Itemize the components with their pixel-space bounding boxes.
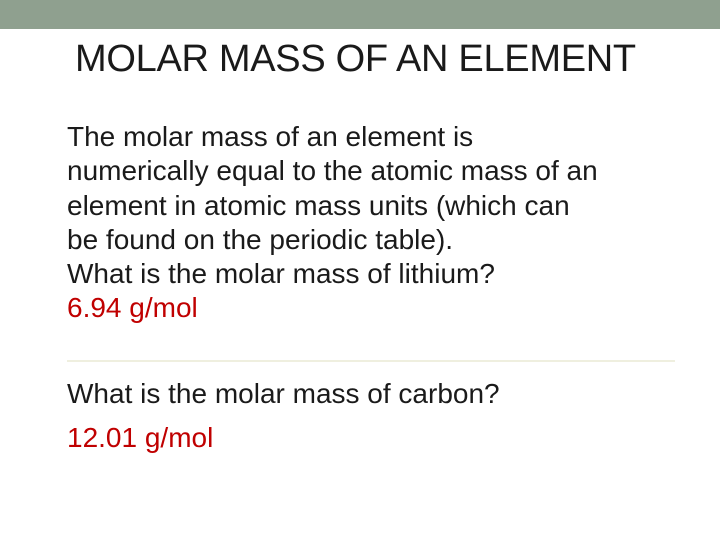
definition-line-4: be found on the periodic table). [67, 223, 454, 255]
answer-carbon: 12.01 g/mol [67, 422, 214, 453]
definition-line-3: element in atomic mass units (which can [67, 189, 570, 221]
question-lithium: What is the molar mass of lithium? [67, 258, 495, 290]
slide-title: MOLAR MASS OF AN ELEMENT [75, 38, 636, 80]
answer-lithium: 6.94 g/mol [67, 292, 198, 324]
definition-line-2: numerically equal to the atomic mass of an [67, 155, 598, 187]
slide-body [67, 120, 687, 326]
question-carbon: What is the molar mass of carbon? [67, 378, 500, 409]
definition-line-1: The molar mass of an element is [67, 121, 474, 152]
divider-line [67, 360, 675, 362]
slide-top-bar [0, 0, 720, 29]
